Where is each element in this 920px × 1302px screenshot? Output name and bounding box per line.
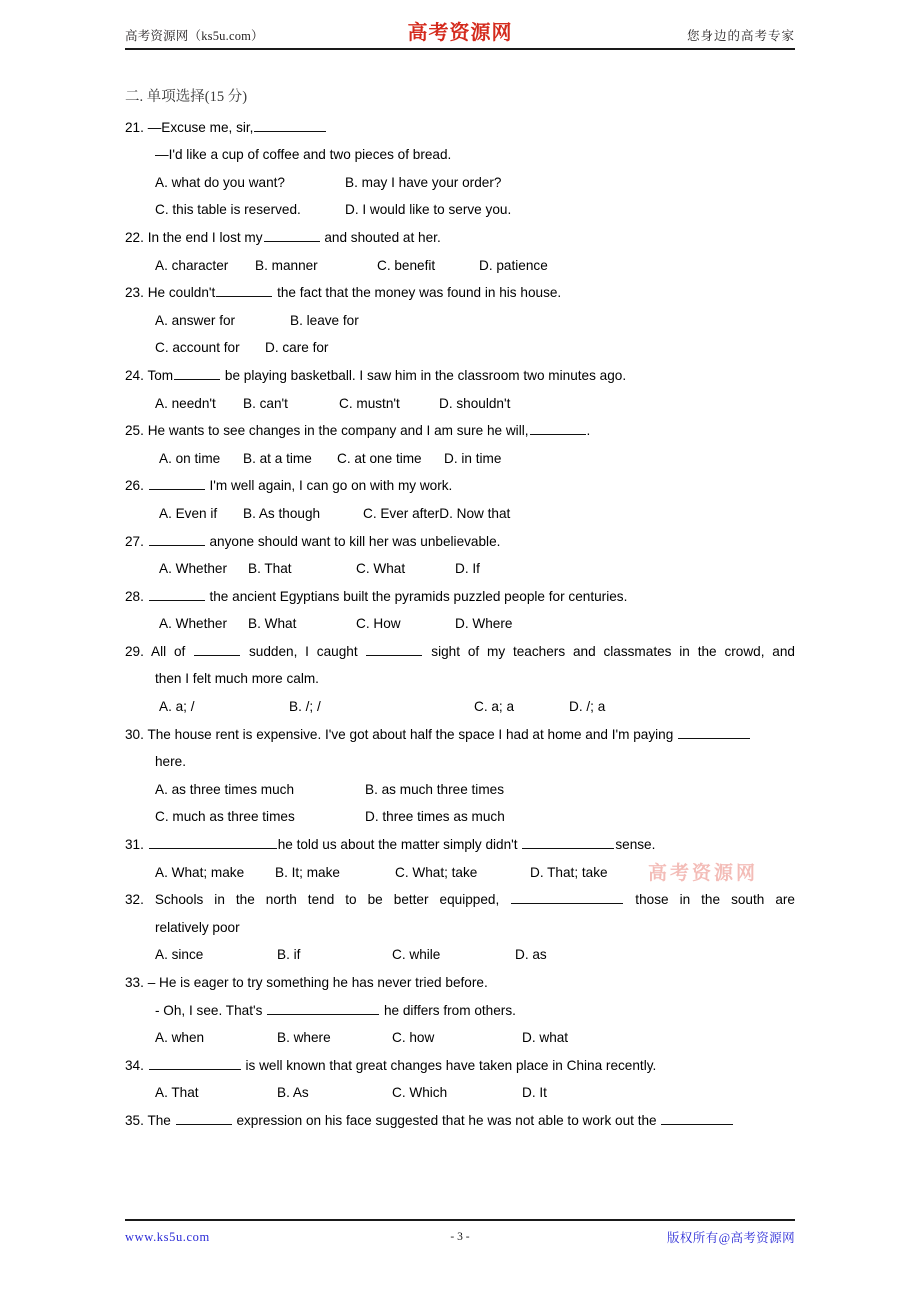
option-d: D. shouldn't	[439, 395, 511, 411]
question-stem-pre: He couldn't	[147, 285, 216, 301]
option-c: C. What	[356, 561, 406, 577]
question-33	[125, 969, 795, 1052]
page-header	[125, 0, 795, 58]
option-a: A. needn't	[155, 395, 216, 411]
option-b: B. As	[277, 1085, 309, 1101]
watermark-text: 高考资源网	[648, 863, 759, 884]
question-number: 33.	[125, 975, 144, 990]
question-stem-c: sight of my teachers and classmates in the crowd, and	[431, 643, 795, 659]
question-stem-pre: Tom	[147, 367, 174, 383]
option-c: C. how	[392, 1030, 435, 1046]
answer-blank	[149, 532, 205, 546]
option-d: D. care for	[265, 340, 329, 356]
option-c: C. account for	[155, 340, 240, 356]
header-right-text: 您身边的高考专家	[686, 29, 795, 43]
question-stem-pre: The house rent is expensive. I've got about half the space I had at home and I'm paying	[147, 726, 674, 742]
question-number: 27.	[125, 533, 144, 549]
site-logo-text: 高考资源网	[407, 22, 513, 44]
question-stem-line2: —I'd like a cup of coffee and two pieces of bread.	[155, 147, 452, 163]
option-b: B. leave for	[290, 312, 359, 328]
question-stem: – He is eager to try something he has never tried before.	[147, 975, 488, 990]
question-stem-post: the fact that the money was found in his house.	[277, 285, 562, 301]
answer-blank	[149, 836, 277, 850]
answer-blank	[511, 891, 623, 905]
question-number: 21.	[125, 119, 144, 135]
option-a: A. what do you want?	[155, 174, 285, 190]
option-a: A. Even if	[159, 505, 218, 521]
option-d: D. /; a	[569, 699, 606, 715]
answer-blank	[678, 725, 750, 739]
question-27	[125, 528, 795, 583]
option-a: A. when	[155, 1030, 205, 1046]
option-b: B. where	[277, 1030, 331, 1046]
option-a: A. as three times much	[155, 781, 295, 797]
header-left-text: 高考资源网（ks5u.com）	[125, 29, 264, 43]
answer-blank	[264, 228, 320, 242]
answer-blank	[530, 422, 586, 436]
option-b: B. It; make	[275, 864, 340, 880]
answer-blank	[267, 1001, 379, 1015]
answer-blank	[149, 477, 205, 491]
question-stem-pre: He wants to see changes in the company and I am sure he will,	[147, 423, 529, 439]
question-stem: —Excuse me, sir,	[147, 119, 254, 135]
question-number: 23.	[125, 285, 144, 301]
option-c: C. a; a	[474, 699, 515, 715]
answer-blank	[366, 642, 422, 656]
footer-site-link[interactable]: www.ks5u.com	[125, 1229, 210, 1244]
option-d: D. I would like to serve you.	[345, 202, 512, 218]
option-d: D. Where	[455, 616, 513, 632]
option-a: A. a; /	[159, 699, 195, 715]
option-a: A. Whether	[159, 561, 227, 577]
question-stem-pre: The	[147, 1112, 171, 1128]
answer-blank	[216, 284, 272, 298]
option-d: D. as	[515, 947, 547, 963]
question-number: 32.	[125, 892, 144, 908]
question-stem-a: All of	[151, 643, 186, 659]
option-b: B. That	[248, 561, 292, 577]
question-number: 28.	[125, 588, 144, 604]
page-number: - 3 -	[450, 1231, 470, 1243]
option-b: B. if	[277, 947, 301, 963]
option-d: D. If	[455, 561, 480, 577]
footer-divider	[125, 1219, 795, 1221]
footer-copyright: 版权所有@高考资源网	[666, 1231, 795, 1245]
option-c: C. benefit	[377, 257, 436, 273]
option-a: A. since	[155, 947, 204, 963]
answer-blank	[254, 118, 326, 132]
question-stem-post: I'm well again, I can go on with my work.	[209, 478, 453, 494]
question-stem-post: and shouted at her.	[324, 229, 441, 245]
question-stem-post: be playing basketball. I saw him in the classroom two minutes ago.	[224, 367, 627, 383]
question-number: 35.	[125, 1112, 144, 1128]
question-stem-b: sudden, I caught	[248, 643, 358, 659]
option-a: A. answer for	[155, 312, 236, 328]
option-b: B. can't	[243, 395, 288, 411]
option-a: A. What; make	[155, 864, 245, 880]
option-c: C. at one time	[337, 450, 422, 466]
question-number: 26.	[125, 478, 144, 494]
answer-blank	[661, 1111, 733, 1125]
question-number: 34.	[125, 1057, 144, 1073]
question-31	[125, 831, 795, 886]
question-34	[125, 1052, 795, 1107]
option-c: C. mustn't	[339, 395, 400, 411]
question-30	[125, 721, 795, 831]
option-d: D. what	[522, 1030, 569, 1046]
question-22	[125, 224, 795, 279]
question-stem-post: those in the south are	[635, 892, 795, 908]
option-a: A. on time	[159, 450, 221, 466]
option-b: B. as much three times	[365, 781, 505, 797]
option-c: C. How	[356, 616, 401, 632]
option-cd: C. Ever afterD. Now that	[363, 505, 511, 521]
question-28	[125, 583, 795, 638]
question-number: 30.	[125, 726, 144, 742]
question-stem-pre: Schools in the north tend to be better equipped,	[154, 892, 500, 908]
option-b: B. What	[248, 616, 297, 632]
question-number: 29.	[125, 643, 144, 659]
question-stem-post: the ancient Egyptians built the pyramids puzzled people for centuries.	[209, 588, 628, 604]
answer-blank	[194, 642, 240, 656]
question-25	[125, 417, 795, 472]
question-stem-post: .	[586, 423, 591, 439]
question-stem-end: sense.	[615, 837, 656, 853]
answer-blank	[522, 836, 614, 850]
question-number: 24.	[125, 367, 144, 383]
option-b: B. may I have your order?	[345, 174, 502, 190]
question-23	[125, 279, 795, 362]
option-d: D. It	[522, 1085, 547, 1101]
section-heading: 二. 单项选择(15 分)	[125, 89, 248, 105]
option-c: C. What; take	[395, 864, 478, 880]
question-stem-post: is well known that great changes have taken place in China recently.	[245, 1057, 657, 1073]
option-c: C. this table is reserved.	[155, 202, 301, 218]
answer-blank	[149, 1056, 241, 1070]
option-a: A. Whether	[159, 616, 227, 632]
option-c: C. Which	[392, 1085, 448, 1101]
question-21	[125, 114, 795, 224]
option-a: A. That	[155, 1085, 199, 1101]
question-24	[125, 362, 795, 417]
page-footer	[125, 1219, 795, 1246]
question-stem-line2: here.	[155, 754, 186, 770]
question-number: 31.	[125, 837, 144, 853]
question-stem-line2: then I felt much more calm.	[155, 671, 319, 687]
option-b: B. at a time	[243, 450, 312, 466]
option-b: B. As though	[243, 505, 321, 521]
question-stem-line2-pre: - Oh, I see. That's	[155, 1002, 263, 1018]
answer-blank	[174, 366, 220, 380]
option-a: A. character	[155, 257, 229, 273]
question-number: 22.	[125, 229, 144, 245]
option-c: C. while	[392, 947, 441, 963]
question-26	[125, 472, 795, 527]
question-list	[125, 58, 795, 1135]
question-stem-line2-post: he differs from others.	[383, 1002, 516, 1018]
answer-blank	[149, 587, 205, 601]
option-d: D. That; take	[530, 864, 608, 880]
question-stem-post: anyone should want to kill her was unbelievable.	[209, 533, 501, 549]
header-divider	[125, 48, 795, 50]
option-c: C. much as three times	[155, 809, 295, 825]
question-number: 25.	[125, 423, 144, 439]
option-d: D. patience	[479, 257, 548, 273]
question-stem-line2: relatively poor	[155, 919, 240, 935]
question-stem-mid: he told us about the matter simply didn't	[277, 837, 518, 853]
question-32	[125, 886, 795, 969]
option-d: D. three times as much	[365, 809, 505, 825]
answer-blank	[176, 1111, 232, 1125]
question-stem-pre: In the end I lost my	[147, 229, 263, 245]
option-b: B. /; /	[289, 699, 321, 715]
question-stem-mid: expression on his face suggested that he was not able to work out the	[236, 1112, 657, 1128]
option-b: B. manner	[255, 257, 318, 273]
question-35	[125, 1107, 795, 1135]
option-d: D. in time	[444, 450, 502, 466]
question-29	[125, 638, 795, 721]
